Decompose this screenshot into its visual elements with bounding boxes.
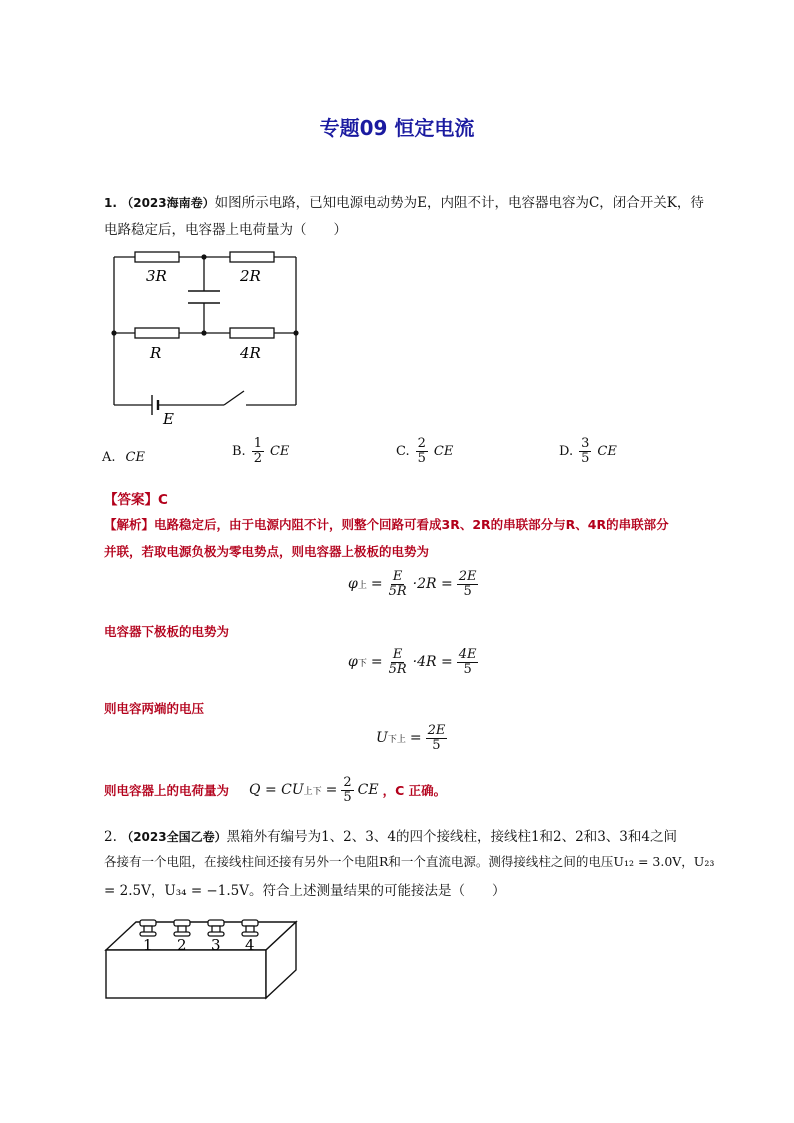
q1-source: （2023海南卷） [121,196,215,210]
terminal-label-3: 3 [211,936,221,954]
label-e: E [163,410,174,428]
terminal-label-1: 1 [143,936,153,954]
answer-value: C [158,492,168,508]
equation-phi-upper: φ 上 = $\frac{E}{5R}$ ·2R = $\frac{2E}{5}$ [348,569,477,599]
correct-text: ，C 正确。 [382,783,447,799]
choice-a-expr: CE [125,450,145,465]
q2-number: 2. [104,829,117,845]
charge-text: 则电容器上的电荷量为 [104,783,230,799]
choice-c-expr: CE [433,443,454,459]
choice-c-letter: C. [396,443,410,459]
answer-line [104,488,168,508]
choice-d[interactable] [559,437,617,465]
label-2r: 2R [240,267,261,285]
choice-d-letter: D. [559,443,574,459]
q1-stem-line2: 电路稳定后，电容器上电荷量为（ ） [104,222,347,238]
resistor-3r [135,252,179,262]
choice-a[interactable] [102,450,145,465]
page-title: 专题09 恒定电流 [319,116,475,140]
choice-d-expr: CE [597,443,617,459]
analysis-label: 【解析】 [104,517,155,532]
choice-b-letter: B. [232,443,246,459]
label-4r: 4R [240,344,261,362]
voltage-text: 则电容两端的电压 [104,701,205,716]
choice-b-expr: CE [269,443,290,459]
equation-voltage: U 下上 = $\frac{2E}{5}$ [376,723,446,753]
charge-line [104,776,446,804]
q1-circuit-diagram [108,245,308,430]
answer-label: 【答案】 [104,492,158,508]
label-r: R [150,344,162,362]
analysis-line2: 并联，若取电源负极为零电势点，则电容器上极板的电势为 [104,544,430,559]
lower-plate-text: 电容器下极板的电势为 [104,624,230,639]
resistor-r [135,328,179,338]
choice-c-fraction: $\frac{2}{5}$ [417,436,426,466]
equation-charge: Q = CU 上下 = $\frac{2}{5}$ CE [249,775,379,805]
resistor-4r [230,328,274,338]
q1-stem-text1: 如图所示电路，已知电源电动势为E，内阻不计，电容器电容为C，闭合开关K，待 [214,195,704,211]
choice-d-fraction: $\frac{3}{5}$ [581,436,590,466]
choice-b[interactable] [232,437,289,465]
analysis-line1 [104,515,669,533]
equation-phi-lower: φ 下 = $\frac{E}{5R}$ ·4R = $\frac{4E}{5}$ [348,647,477,677]
q2-text1: 黑箱外有编号为1、2、3、4的四个接线柱，接线柱1和2、2和3、3和4之间 [226,829,677,845]
black-box-diagram [100,910,300,1002]
q1-number: 1. [104,196,117,210]
q2-line1 [104,825,677,845]
q2-source: （2023全国乙卷） [121,830,227,844]
terminal-label-2: 2 [177,936,187,954]
q2-line3: = 2.5V，U₃₄ = −1.5V。符合上述测量结果的可能接法是（ ） [104,883,506,899]
terminal-label-4: 4 [245,936,255,954]
q2-line2: 各接有一个电阻，在接线柱间还接有另外一个电阻R和一个直流电源。测得接线柱之间的电压U₁₂ = 3.0V，U₂₃ [104,854,715,869]
label-3r: 3R [146,267,167,285]
choice-a-letter: A. [102,450,116,465]
q1-stem-line1 [104,191,704,211]
choice-b-fraction: $\frac{1}{2}$ [253,436,262,466]
resistor-2r [230,252,274,262]
choice-c[interactable] [396,437,453,465]
analysis-text1: 电路稳定后，由于电源内阻不计，则整个回路可看成3R、2R的串联部分与R、4R的串联部分 [154,517,669,532]
